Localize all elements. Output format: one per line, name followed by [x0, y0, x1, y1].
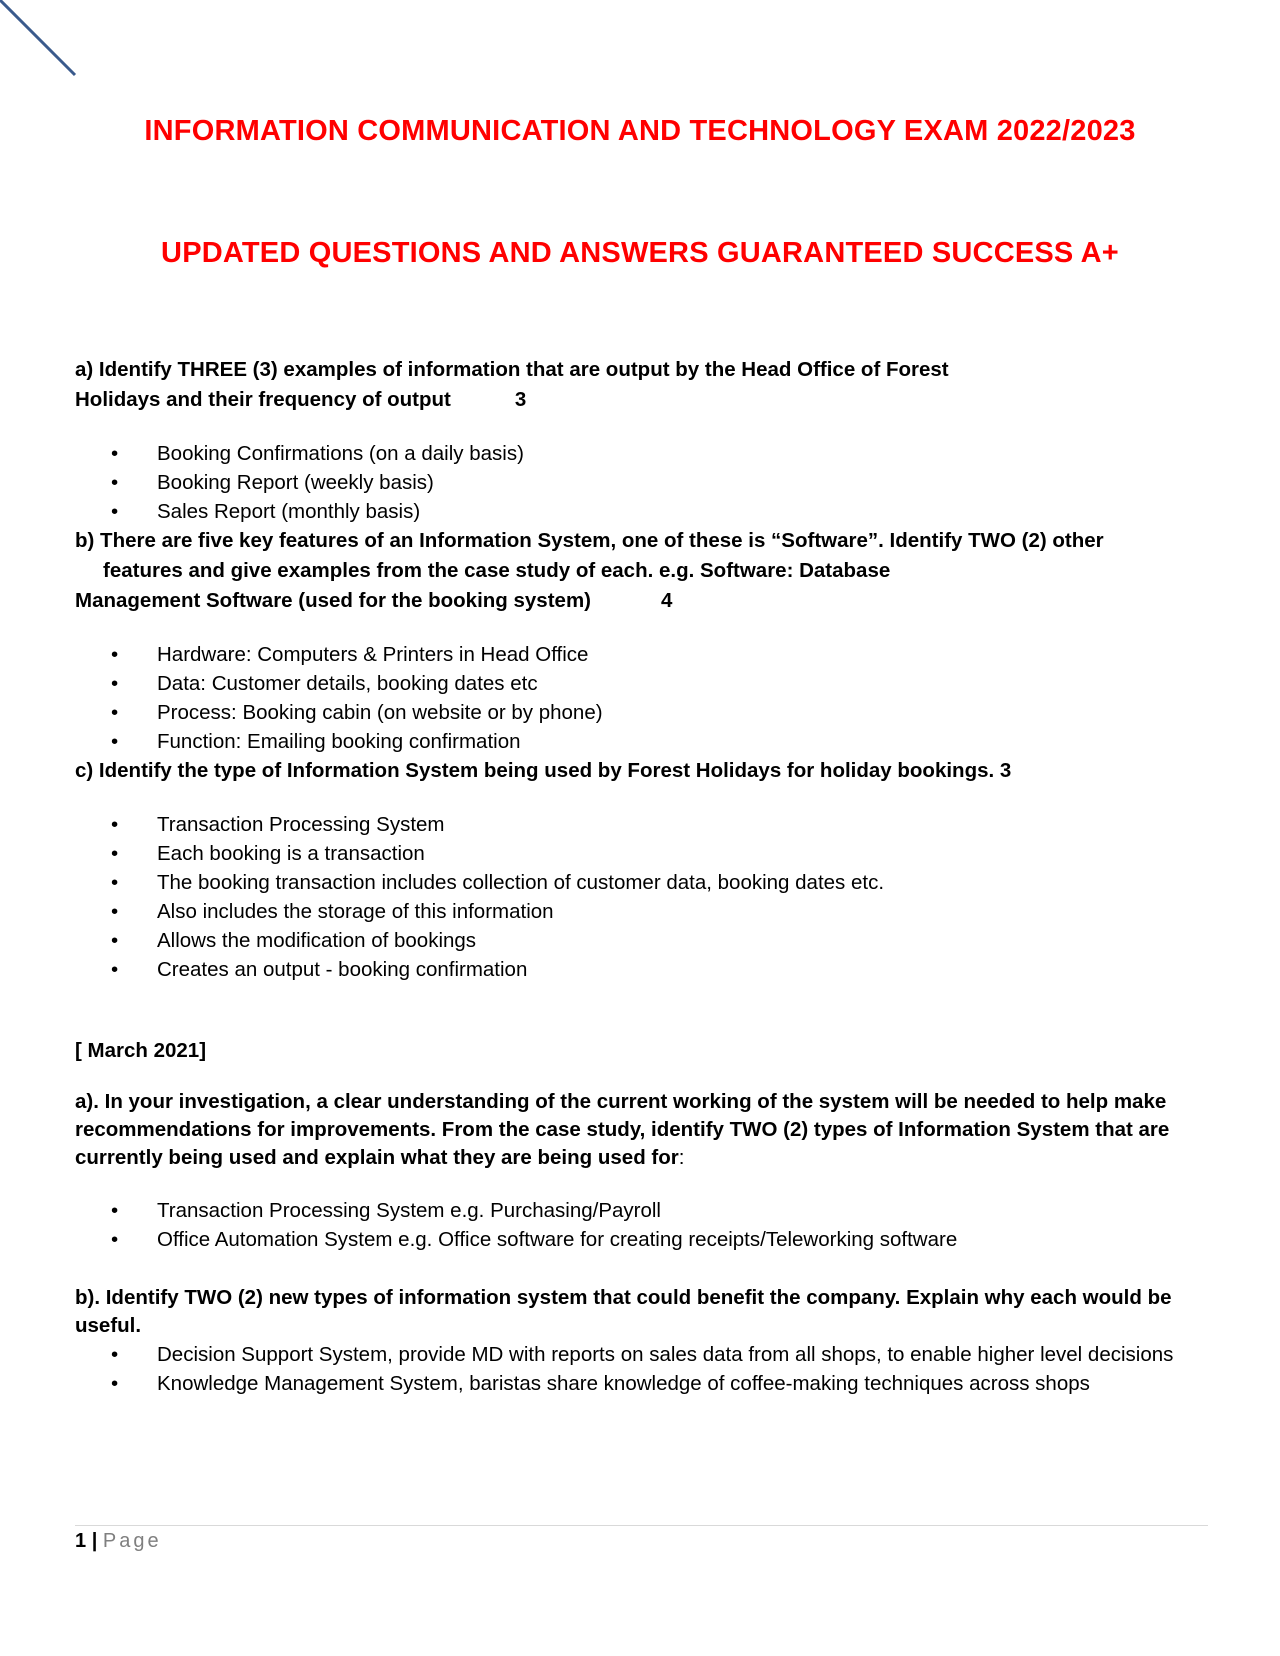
bullet-icon: •	[111, 701, 119, 724]
question-2a-line3: currently being used and explain what they are being used for	[75, 1146, 679, 1169]
bullet-icon: •	[111, 1372, 119, 1395]
bullet-icon: •	[111, 1343, 119, 1366]
list-item: • Function: Emailing booking confirmation	[75, 727, 1215, 756]
list-item: • Booking Confirmations (on a daily basis)	[75, 439, 1215, 468]
corner-decoration-line	[0, 0, 90, 90]
bullet-icon: •	[111, 958, 119, 981]
bullet-icon: •	[111, 1199, 119, 1222]
question-1b-marks: 4	[661, 589, 673, 612]
bullet-icon: •	[111, 730, 119, 753]
question-1b	[75, 526, 1215, 616]
list-item: • Booking Report (weekly basis)	[75, 468, 1215, 497]
bullet-icon: •	[111, 900, 119, 923]
bullet-icon: •	[111, 442, 119, 465]
question-2a-line2: recommendations for improvements. From the case study, identify TWO (2) types of Information System that are	[75, 1118, 1170, 1141]
bullet-icon: •	[111, 672, 119, 695]
question-2b	[75, 1284, 1215, 1340]
answer-list-1c	[75, 810, 1215, 984]
question-2b-line2: useful.	[75, 1314, 142, 1337]
list-item: • Hardware: Computers & Printers in Head Office	[75, 640, 1215, 669]
footer-separator: |	[91, 1530, 98, 1552]
bullet-icon: •	[111, 643, 119, 666]
document-body	[75, 355, 1215, 1398]
bullet-icon: •	[111, 500, 119, 523]
question-1c	[75, 756, 1215, 786]
bullet-icon: •	[111, 871, 119, 894]
answer-list-2a	[75, 1196, 1215, 1254]
question-1b-line3: Management Software (used for the booking system)	[75, 589, 591, 612]
list-item: • Knowledge Management System, baristas share knowledge of coffee-making techniques across shops	[75, 1369, 1215, 1398]
answer-list-1b	[75, 640, 1215, 756]
document-title: INFORMATION COMMUNICATION AND TECHNOLOGY EXAM 2022/2023	[144, 115, 1136, 147]
list-item: • Data: Customer details, booking dates etc	[75, 669, 1215, 698]
bullet-icon: •	[111, 471, 119, 494]
question-1a-marks: 3	[514, 388, 527, 411]
answer-list-1a	[75, 439, 1215, 526]
list-item: • Each booking is a transaction	[75, 839, 1215, 868]
page-footer	[75, 1530, 162, 1553]
bullet-icon: •	[111, 813, 119, 836]
list-item: • Allows the modification of bookings	[75, 926, 1215, 955]
list-item: • Also includes the storage of this information	[75, 897, 1215, 926]
answer-list-2b	[75, 1340, 1215, 1398]
page-number: 1	[75, 1530, 87, 1552]
question-1a-line2: Holidays and their frequency of output	[75, 388, 451, 411]
page-label: Page	[102, 1530, 162, 1552]
question-2a-line1: a). In your investigation, a clear understanding of the current working of the system will be needed to help make	[75, 1090, 1167, 1113]
list-item: • Transaction Processing System	[75, 810, 1215, 839]
bullet-icon: •	[111, 1228, 119, 1251]
question-2b-line1: b). Identify TWO (2) new types of information system that could benefit the company. Explain why each would be	[75, 1286, 1172, 1309]
question-1b-line1: b) There are five key features of an Information System, one of these is “Software”. Identify TWO (2) other	[75, 529, 1104, 552]
question-1a-line1: a) Identify THREE (3) examples of information that are output by the Head Office of Forest	[75, 358, 949, 381]
section-date-label: [ March 2021]	[75, 1039, 207, 1062]
question-2a: a). In your investigation, a clear understanding of the current working of the system will be needed to help make recommendations for improvements. From the case study, identify TWO (2) types of Information System that are currently being used and explain what they are being used for:	[75, 1090, 1170, 1169]
list-item: • Process: Booking cabin (on website or by phone)	[75, 698, 1215, 727]
list-item: • Sales Report (monthly basis)	[75, 497, 1215, 526]
footer-divider	[75, 1525, 1208, 1526]
list-item: • Creates an output - booking confirmation	[75, 955, 1215, 984]
question-1a	[75, 355, 1215, 415]
list-item: • Decision Support System, provide MD with reports on sales data from all shops, to enable higher level decisions	[75, 1340, 1215, 1369]
list-item: • Transaction Processing System e.g. Purchasing/Payroll	[75, 1196, 1215, 1225]
question-1b-line2: features and give examples from the case study of each. e.g. Software: Database	[103, 559, 891, 582]
bullet-icon: •	[111, 842, 119, 865]
bullet-icon: •	[111, 929, 119, 952]
document-subtitle: UPDATED QUESTIONS AND ANSWERS GUARANTEED SUCCESS A+	[161, 237, 1119, 269]
list-item: • Office Automation System e.g. Office software for creating receipts/Teleworking software	[75, 1225, 1215, 1254]
list-item: • The booking transaction includes collection of customer data, booking dates etc.	[75, 868, 1215, 897]
question-1c-line1: c) Identify the type of Information System being used by Forest Holidays for holiday bookings. 3	[75, 759, 1012, 782]
